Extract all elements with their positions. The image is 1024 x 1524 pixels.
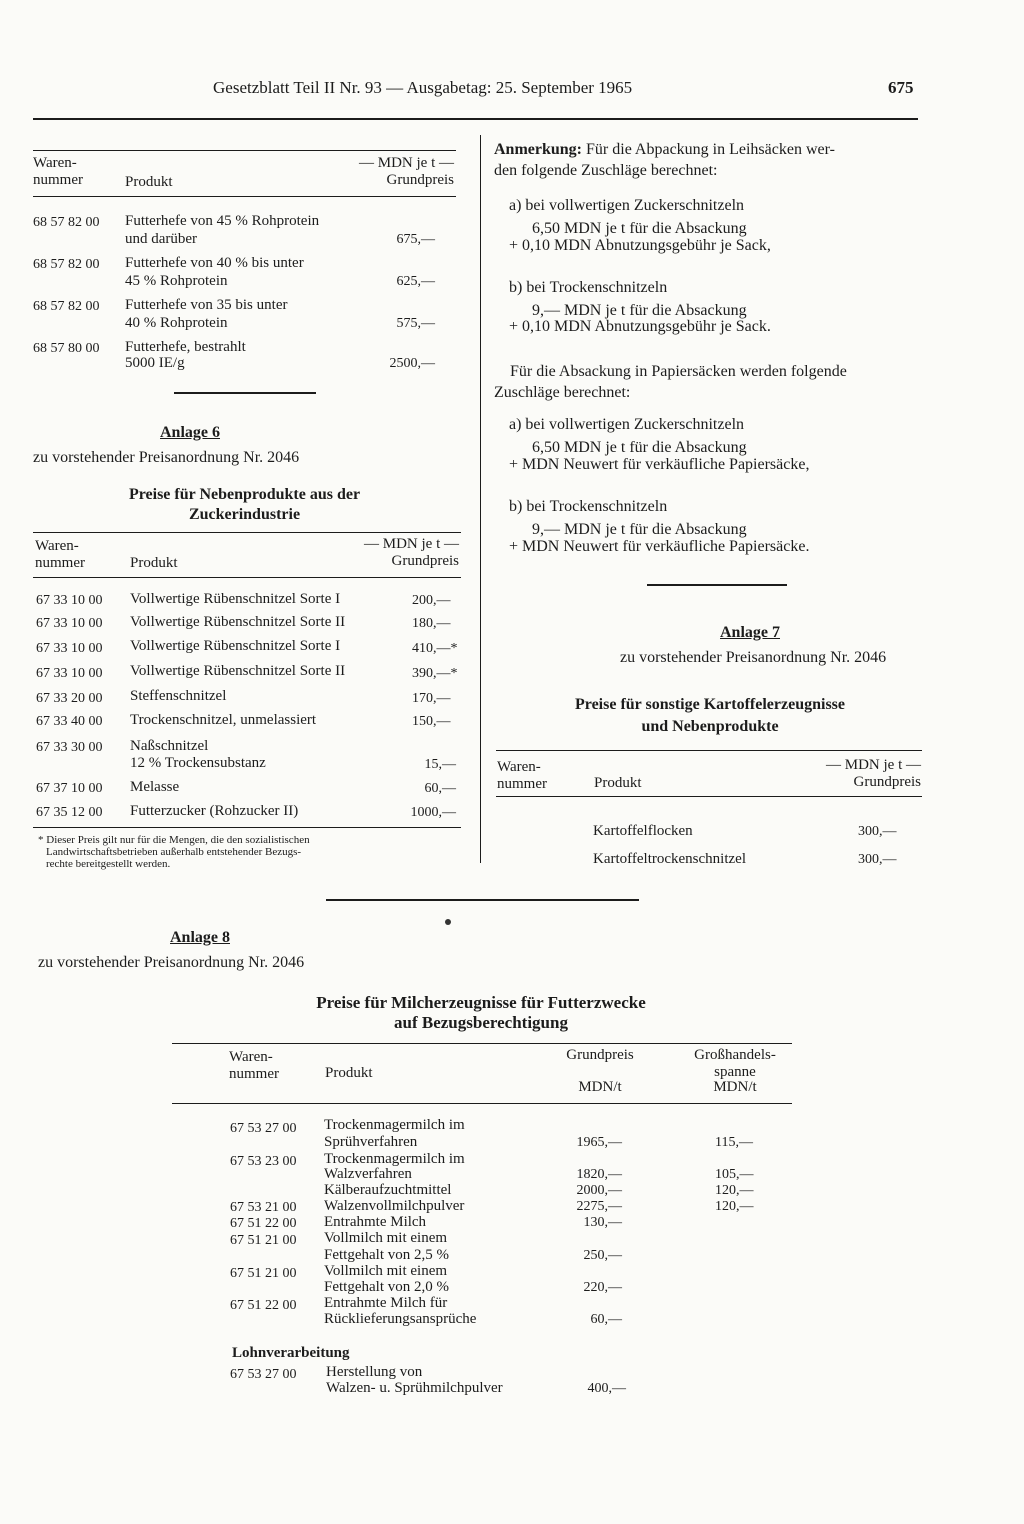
anlage6-title: Preise für Nebenprodukte aus der — [128, 486, 361, 503]
col-header-produkt: Produkt — [594, 775, 642, 791]
row-prod-2: Sprühverfahren — [324, 1134, 418, 1150]
row-prod: Trockenmagermilch im — [324, 1151, 465, 1167]
row-nr: 67 33 30 00 — [36, 740, 103, 755]
papiersack-line-1: Für die Absackung in Papiersäcken werden folgende — [510, 363, 847, 380]
row-prod-2: Fettgehalt von 2,5 % — [324, 1247, 449, 1263]
table-header-rule — [496, 796, 922, 797]
anlage6-subtitle: zu vorstehender Preisanordnung Nr. 2046 — [33, 449, 300, 466]
row-prod: Herstellung von — [326, 1364, 423, 1380]
section-divider — [174, 392, 316, 394]
section-divider — [647, 584, 787, 586]
row-nr: 67 33 20 00 — [36, 691, 103, 706]
table-header-rule — [172, 1103, 792, 1104]
col-header-price: — MDN je t — Grundpreis — [364, 536, 459, 569]
row-prod-2: 5000 IE/g — [125, 355, 185, 371]
row-prod: Futterhefe, bestrahlt — [125, 339, 246, 355]
anmerkung-item-b-line-2: + 0,10 MDN Abnutzungsgebühr je Sack. — [509, 318, 771, 335]
row-nr: 67 33 10 00 — [36, 641, 103, 656]
table-top-rule — [33, 150, 456, 151]
row-price: 150,— — [412, 714, 451, 729]
row-prod-2: und darüber — [125, 231, 198, 247]
anmerkung-item-b-line-1: 9,— MDN je t für die Absackung — [532, 302, 747, 319]
row-price: 575,— — [396, 316, 435, 331]
row-price: 1965,— — [576, 1135, 622, 1150]
row-price: 410,—* — [412, 641, 458, 656]
row-price: 390,—* — [412, 666, 458, 681]
anlage6-title-2: Zuckerindustrie — [188, 506, 301, 523]
col-header-warennummer: Waren- nummer — [33, 155, 83, 188]
row-nr: 68 57 82 00 — [33, 299, 100, 314]
row-price: 300,— — [858, 824, 897, 839]
header-rule — [33, 118, 918, 120]
row-prod-2: Walzverfahren — [324, 1166, 412, 1182]
row-nr: 67 33 40 00 — [36, 714, 103, 729]
anlage8-title-2: auf Bezugsberechtigung — [394, 1013, 568, 1032]
anlage7-title: Preise für sonstige Kartoffelerzeugnisse — [574, 696, 845, 713]
row-prod: Futterzucker (Rohzucker II) — [130, 803, 299, 819]
table-top-rule — [172, 1043, 792, 1044]
papiersack-item-b: b) bei Trockenschnitzeln — [509, 498, 668, 515]
papiersack-item-b-line-2: + MDN Neuwert für verkäufliche Papiersäcke. — [509, 538, 810, 555]
row-nr: 67 53 27 00 — [230, 1121, 297, 1136]
row-price: 60,— — [590, 1312, 622, 1327]
lohnverarbeitung-heading: Lohnverarbeitung — [232, 1345, 350, 1361]
row-price: 300,— — [858, 852, 897, 867]
row-spanne: 115,— — [715, 1135, 753, 1150]
row-prod-2: 45 % Rohprotein — [125, 273, 228, 289]
row-prod: Naßschnitzel — [130, 738, 209, 754]
footnote: * Dieser Preis gilt nur für die Mengen, die den sozialistischen — [38, 834, 310, 846]
row-price: 625,— — [396, 274, 435, 289]
col-header-produkt: Produkt — [325, 1065, 373, 1081]
page-number: 675 — [888, 78, 914, 97]
row-prod: Entrahmte Milch für — [324, 1295, 448, 1311]
row-nr: 68 57 80 00 — [33, 341, 100, 356]
row-nr: 67 51 22 00 — [230, 1298, 297, 1313]
row-price: 220,— — [583, 1280, 622, 1295]
row-prod-2: Rücklieferungsansprüche — [324, 1311, 477, 1327]
row-spanne: 105,— — [715, 1167, 754, 1182]
col-header-warennummer: Waren- nummer — [35, 538, 85, 571]
row-prod: Vollmilch mit einem — [324, 1230, 448, 1246]
table-header-rule — [33, 196, 456, 197]
row-prod: Kartoffelflocken — [593, 823, 693, 839]
row-prod: Melasse — [130, 779, 180, 795]
row-prod-2: Fettgehalt von 2,0 % — [324, 1279, 449, 1295]
col-header-price: — MDN je t — Grundpreis — [359, 155, 454, 188]
anmerkung-item-a-line-1: 6,50 MDN je t für die Absackung — [532, 220, 747, 237]
anlage7-subtitle: zu vorstehender Preisanordnung Nr. 2046 — [620, 649, 887, 666]
row-prod: Kartoffeltrockenschnitzel — [593, 851, 746, 867]
col-header-produkt: Produkt — [130, 555, 178, 571]
row-prod: Kälberaufzuchtmittel — [324, 1182, 452, 1198]
anlage8-heading: Anlage 8 — [170, 929, 230, 946]
anlage8-title: Preise für Milcherzeugnisse für Futterzwecke — [316, 993, 646, 1012]
row-nr: 67 37 10 00 — [36, 781, 103, 796]
anmerkung-line-2: den folgende Zuschläge berechnet: — [494, 162, 718, 179]
row-nr: 67 33 10 00 — [36, 616, 103, 631]
footnote-line-3: rechte bereitgestellt werden. — [46, 858, 171, 870]
row-nr: 68 57 82 00 — [33, 215, 100, 230]
anlage6-heading: Anlage 6 — [160, 424, 220, 441]
row-price: 2275,— — [576, 1199, 622, 1214]
row-spanne: 120,— — [715, 1199, 754, 1214]
row-price: 180,— — [412, 616, 451, 631]
row-nr: 67 53 23 00 — [230, 1154, 297, 1169]
col-header-warennummer: Waren- nummer — [229, 1049, 279, 1082]
row-nr: 67 33 10 00 — [36, 593, 103, 608]
row-price: 60,— — [424, 781, 456, 796]
anmerkung-item-a: a) bei vollwertigen Zuckerschnitzeln — [509, 197, 745, 214]
row-price: 130,— — [583, 1215, 622, 1230]
col-header-spanne-unit: MDN/t — [713, 1079, 757, 1095]
row-prod: Trockenmagermilch im — [324, 1117, 465, 1133]
row-nr: 67 51 22 00 — [230, 1216, 297, 1231]
row-nr: 67 35 12 00 — [36, 805, 103, 820]
table-bottom-rule — [33, 827, 461, 828]
row-prod: Trockenschnitzel, unmelassiert — [130, 712, 317, 728]
row-nr: 67 51 21 00 — [230, 1233, 297, 1248]
row-price: 400,— — [587, 1381, 626, 1396]
col-header-spanne: Großhandels- spanne — [694, 1047, 776, 1080]
papiersack-item-a-line-1: 6,50 MDN je t für die Absackung — [532, 439, 747, 456]
row-prod-2: Walzen- u. Sprühmilchpulver — [326, 1380, 503, 1396]
anlage7-heading: Anlage 7 — [720, 624, 780, 641]
row-prod: Vollwertige Rübenschnitzel Sorte II — [130, 614, 346, 630]
col-header-produkt: Produkt — [125, 174, 173, 190]
anlage8-subtitle: zu vorstehender Preisanordnung Nr. 2046 — [38, 954, 305, 971]
table-top-rule — [33, 532, 461, 533]
row-prod: Futterhefe von 40 % bis unter — [125, 255, 304, 271]
page-header-title: Gesetzblatt Teil II Nr. 93 — Ausgabetag: 25. September 1965 — [213, 78, 633, 97]
table-header-rule — [33, 577, 461, 578]
anmerkung-item-b: b) bei Trockenschnitzeln — [509, 279, 668, 296]
col-header-grundpreis-unit: MDN/t — [578, 1079, 622, 1095]
row-prod: Vollwertige Rübenschnitzel Sorte I — [130, 638, 341, 654]
row-nr: 67 53 21 00 — [230, 1200, 297, 1215]
column-divider — [480, 135, 481, 863]
row-prod: Entrahmte Milch — [324, 1214, 427, 1230]
row-nr: 68 57 82 00 — [33, 257, 100, 272]
anmerkung-label: Anmerkung: — [494, 141, 583, 158]
row-prod: Futterhefe von 45 % Rohprotein — [125, 213, 320, 229]
papiersack-line-2: Zuschläge berechnet: — [494, 384, 631, 401]
ink-speck — [445, 919, 451, 925]
row-price: 15,— — [424, 757, 456, 772]
col-header-warennummer: Waren- nummer — [497, 759, 547, 792]
row-prod: Vollwertige Rübenschnitzel Sorte II — [130, 663, 346, 679]
papiersack-item-a: a) bei vollwertigen Zuckerschnitzeln — [509, 416, 745, 433]
row-nr: 67 51 21 00 — [230, 1266, 297, 1281]
anlage7-title-2: und Nebenprodukte — [641, 718, 779, 735]
col-header-price: — MDN je t — Grundpreis — [826, 757, 921, 790]
row-prod: Futterhefe von 35 bis unter — [125, 297, 288, 313]
row-nr: 67 53 27 00 — [230, 1367, 297, 1382]
anmerkung-text: Für die Abpackung in Leihsäcken wer- — [586, 141, 835, 158]
row-prod: Vollmilch mit einem — [324, 1263, 448, 1279]
section-divider — [326, 899, 639, 901]
row-spanne: 120,— — [715, 1183, 754, 1198]
row-prod: Walzenvollmilchpulver — [324, 1198, 465, 1214]
row-prod-2: 12 % Trockensubstanz — [130, 755, 266, 771]
row-prod-2: 40 % Rohprotein — [125, 315, 228, 331]
col-header-grundpreis: Grundpreis — [566, 1047, 634, 1063]
anmerkung-line-1 — [494, 139, 835, 161]
papiersack-item-b-line-1: 9,— MDN je t für die Absackung — [532, 521, 747, 538]
row-price: 675,— — [396, 232, 435, 247]
row-price: 200,— — [412, 593, 451, 608]
footnote-line-2: Landwirtschaftsbetrieben außerhalb entstehender Bezugs- — [46, 846, 302, 858]
row-price: 170,— — [412, 691, 451, 706]
row-price: 2000,— — [576, 1183, 622, 1198]
row-prod: Steffenschnitzel — [130, 688, 227, 704]
row-price: 1820,— — [576, 1167, 622, 1182]
row-prod: Vollwertige Rübenschnitzel Sorte I — [130, 591, 341, 607]
row-nr: 67 33 10 00 — [36, 666, 103, 681]
row-price: 1000,— — [410, 805, 456, 820]
anmerkung-item-a-line-2: + 0,10 MDN Abnutzungsgebühr je Sack, — [509, 237, 771, 254]
papiersack-item-a-line-2: + MDN Neuwert für verkäufliche Papiersäcke, — [509, 456, 810, 473]
row-price: 2500,— — [389, 356, 435, 371]
row-price: 250,— — [583, 1248, 622, 1263]
table-top-rule — [496, 750, 922, 751]
